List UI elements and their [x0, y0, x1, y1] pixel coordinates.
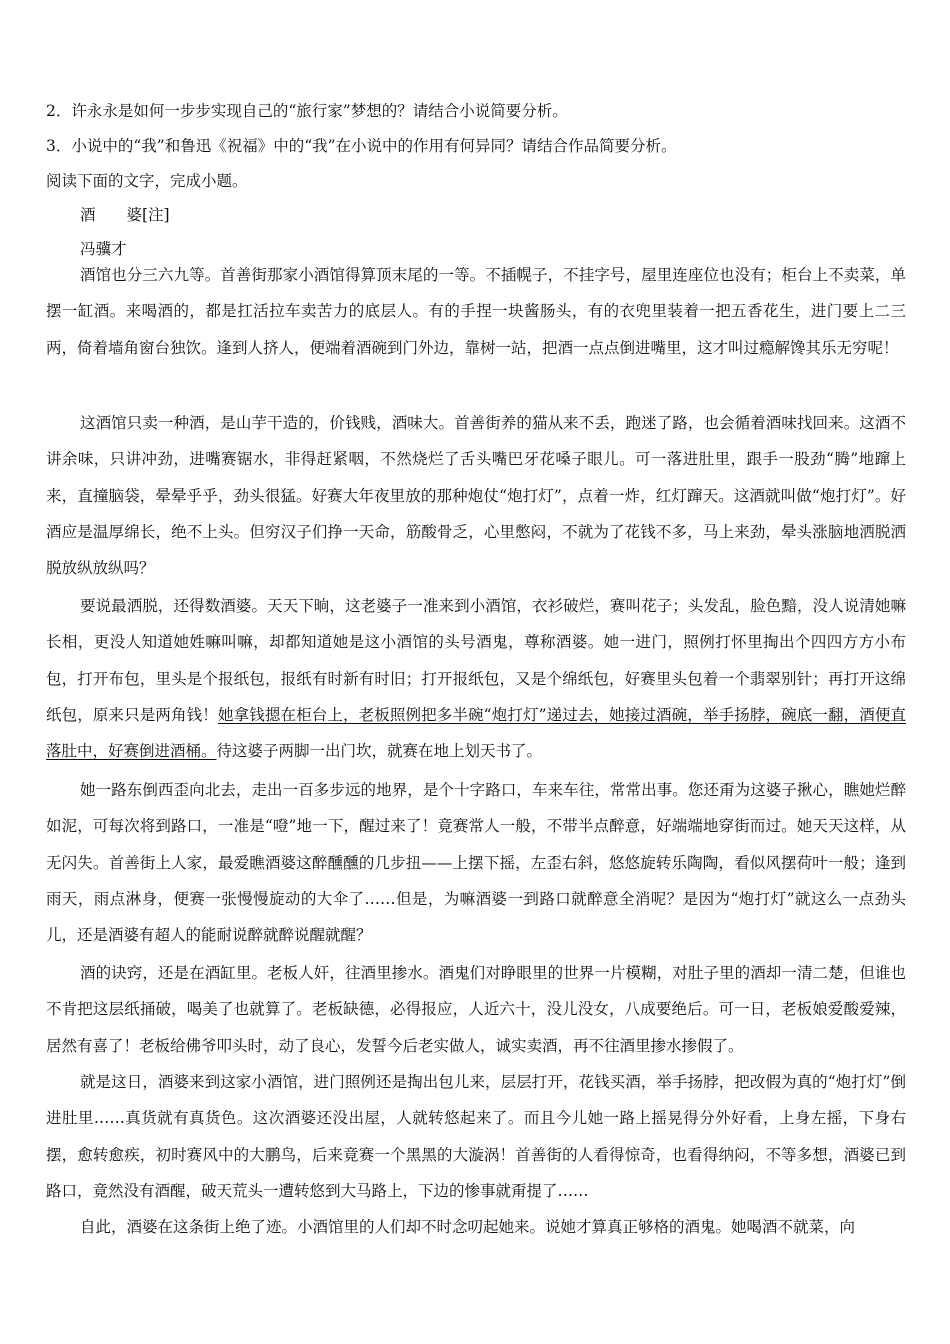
- paragraph-6: 就是这日，酒婆来到这家小酒馆，进门照例还是掏出包儿来，层层打开，花钱买酒，举手扬脖，把改假为真的“炮打灯”倒进肚里……真货就有真货色。这次酒婆还没出屋，人就转悠起来了。而且今儿她一路上摇晃得分外好看，上身左摇，下身右摆，愈转愈疾，初时赛风中的大鹏鸟，后来竟赛一个黑黑的大漩涡！首善街的人看得惊奇，也看得纳闷，不等多想，酒婆已到路口，竟然没有酒醒，破天荒头一遭转悠到大马路上，下边的惨事就甭提了……: [46, 1073, 906, 1200]
- question-3: 3．小说中的“我”和鲁迅《祝福》中的“我”在小说中的作用有何异同？请结合作品简要分析。: [46, 137, 677, 155]
- question-2: 2．许永永是如何一步步实现自己的“旅行家”梦想的？请结合小说简要分析。: [46, 102, 568, 120]
- article-title: 酒 婆[注]: [80, 206, 170, 224]
- paragraph-3: [46, 588, 906, 769]
- paragraph-7: 自此，酒婆在这条街上绝了迹。小酒馆里的人们却不时念叨起她来。说她才算真正够格的酒鬼。她喝酒不就菜，向: [80, 1218, 856, 1236]
- reading-instruction: 阅读下面的文字，完成小题。: [46, 172, 248, 190]
- article-author: 冯骥才: [80, 240, 127, 258]
- paragraph-2: 这酒馆只卖一种酒，是山芋干造的，价钱贱，酒味大。首善街养的猫从来不丢，跑迷了路，也会循着酒味找回来。这酒不讲余味，只讲冲劲，进嘴赛锯水，非得赶紧咽，不然烧烂了舌头嘴巴牙花嗓子眼儿。可一落进肚里，跟手一股劲“腾”地蹿上来，直撞脑袋，晕晕乎乎，劲头很猛。好赛大年夜里放的那种炮仗“炮打灯”，点着一炸，红灯蹿天。这酒就叫做“炮打灯”。好酒应是温厚绵长，绝不上头。但穷汉子们挣一天命，筋酸骨乏，心里憋闷，不就为了花钱不多，马上来劲，晕头涨脑地洒脱洒脱放纵放纵吗？: [46, 414, 906, 578]
- paragraph-5: 酒的诀窍，还是在酒缸里。老板人奸，往酒里掺水。酒鬼们对睁眼里的世界一片模糊，对肚子里的酒却一清二楚，但谁也不肯把这层纸捅破，喝美了也就算了。老板缺德，必得报应，人近六十，没儿没女，八成要绝后。可一日，老板娘爱酸爱辣，居然有喜了！老板给佛爷叩头时，动了良心，发誓今后老实做人，诚实卖酒，再不往酒里掺水掺假了。: [46, 964, 906, 1055]
- paragraph-3-text-a: 要说最洒脱，还得数酒婆。天天下晌，这老婆子一准来到小酒馆，衣衫破烂，赛叫花子；头发乱，脸色黯，没人说清她嘛长相，更没人知道她姓嘛叫嘛，却都知道她是这小酒馆的头号酒鬼，尊称酒婆。她一进门，照例打怀里掏出个四四方方小布包，打开布包，里头是个报纸包，报纸有时新有时旧；打开报纸包，又是个绵纸包，好赛里头包着一个翡翠别针；再打开这绵纸包，原来只是两角钱！: [46, 597, 906, 724]
- paragraph-3-text-b: 待这婆子两脚一出门坎，就赛在地上划天书了。: [216, 742, 543, 761]
- underlined-sentence: 她拿钱摁在柜台上，老板照例把多半碗“炮打灯”递过去，她接过酒碗，举手扬脖，碗底一翻，酒便直落肚中，好赛倒进酒桶。: [46, 705, 906, 761]
- paragraph-1: 酒馆也分三六九等。首善街那家小酒馆得算顶末尾的一等。不插幌子，不挂字号，屋里连座位也没有；柜台上不卖菜，单摆一缸酒。来喝酒的，都是扛活拉车卖苦力的底层人。有的手捏一块酱肠头，有的衣兜里装着一把五香花生，进门要上二三两，倚着墙角窗台独饮。逢到人挤人，便端着酒碗到门外边，靠树一站，把酒一点点倒进嘴里，这才叫过瘾解馋其乐无穷呢！: [46, 266, 906, 357]
- paragraph-4: 她一路东倒西歪向北去，走出一百多步远的地界，是个十字路口，车来车往，常常出事。您还甭为这婆子揪心，瞧她烂醉如泥，可每次将到路口，一准是“噔”地一下，醒过来了！竟赛常人一般，不带半点醉意，好端端地穿街而过。她天天这样，从无闪失。首善街上人家，最爱瞧酒婆这醉醺醺的几步扭——上摆下摇，左歪右斜，悠悠旋转乐陶陶，看似风摆荷叶一般；逢到雨天，雨点淋身，便赛一张慢慢旋动的大伞了……但是，为嘛酒婆一到路口就醉意全消呢？是因为“炮打灯”就这么一点劲头儿，还是酒婆有超人的能耐说醉就醉说醒就醒？: [46, 781, 906, 945]
